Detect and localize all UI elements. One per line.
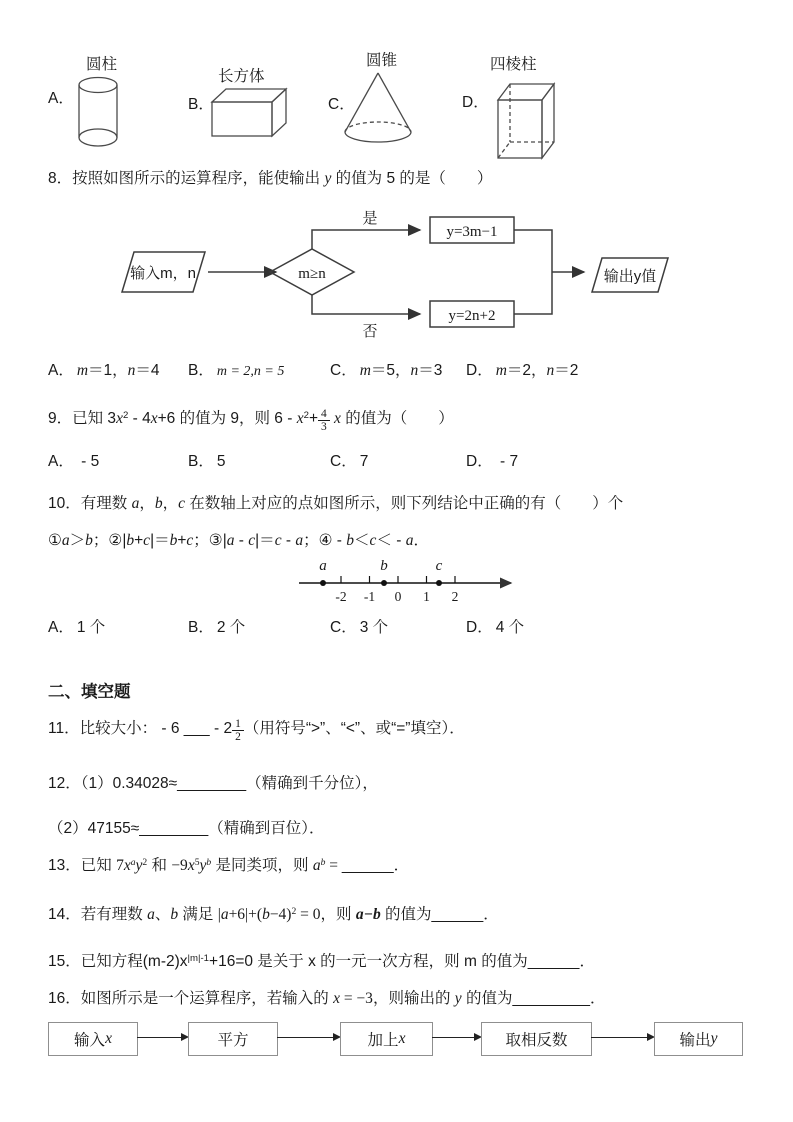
cuboid-figure: [210, 86, 290, 138]
q7-option-b-shape-label: 长方体: [218, 68, 265, 85]
q9-option-c: C． 7: [330, 453, 369, 470]
q9-option-b: B． 5: [188, 453, 226, 470]
q8-option-d: D． m＝2，n＝2: [466, 362, 579, 379]
flow-no-branch-label: 否: [362, 323, 378, 340]
q7-option-d-shape-label: 四棱柱: [490, 56, 537, 73]
cone-figure: [342, 70, 414, 148]
point-c-label: c: [435, 558, 443, 574]
point-a-dot: [320, 580, 326, 586]
question-14: 14．若有理数 a、b 满足 $|a+6|+(b-4)^2 = 0$，则 a−b 的值为______．: [48, 906, 499, 923]
question-11: 11．比较大小： - 6 ___ - 2 $\frac{1}{2}$ （用符号“>”、“<”、或“=”填空）．: [48, 717, 465, 744]
arrow-icon: [277, 1037, 339, 1038]
flow-step-opposite: 取相反数: [481, 1022, 592, 1056]
section-2-title: 二、填空题: [48, 683, 131, 701]
q8-option-a: A． m＝1，n＝4: [48, 362, 160, 379]
tick-label: -1: [363, 589, 376, 604]
question-12-part-1: 12．（1）0.34028≈________（精确到千分位），: [48, 775, 378, 792]
question-12-part-2: （2）47155≈________（精确到百位）．: [48, 820, 325, 837]
cylinder-figure: [74, 76, 122, 148]
point-b-label: b: [380, 558, 388, 574]
flow-output-label: 输出y值: [603, 268, 657, 285]
question-16: 16．如图所示是一个运算程序，若输入的 x = −3，则输出的 y 的值为_________．: [48, 990, 606, 1007]
arrow-icon: [432, 1037, 480, 1038]
tick-label: -2: [335, 589, 347, 604]
q7-option-c-shape-label: 圆锥: [366, 52, 398, 69]
question-15: 15．已知方程$(m-2)x^{|m|-1}+16=0$ 是关于 x 的一元一次方程，则 m 的值为______．: [48, 953, 595, 970]
flow-step-output-y: 输出 y: [654, 1022, 743, 1056]
q7-option-c-letter: C．: [328, 96, 355, 113]
flow-yes-formula: y=3m−1: [446, 224, 498, 240]
flow-no-formula: y=2n+2: [448, 308, 496, 324]
point-a-label: a: [319, 558, 327, 574]
q8-flowchart: [40, 205, 740, 355]
question-10-statements: ①a＞b；②|b+c|＝b+c；③|a - c|＝c - a；④ - b＜c＜ - a．: [48, 532, 429, 549]
q7-option-a-letter: A．: [48, 90, 74, 107]
prism-figure: [494, 74, 562, 162]
q8-option-c: C． m＝5，n＝3: [330, 362, 443, 379]
question-9-stem: 9．已知 $3x^2 - 4x+6$ 的值为 9，则 $6 - x^2+$ $\frac{4}{3}$ x 的值为（ ）: [48, 407, 454, 434]
arrow-icon: [137, 1037, 187, 1038]
question-8-stem: 8．按照如图所示的运算程序，能使输出 y 的值为 5 的是（ ）: [48, 170, 493, 187]
q7-option-d-letter: D．: [462, 94, 489, 111]
flow-condition-label: m≥n: [298, 266, 326, 282]
flow-step-input-x: 输入 x: [48, 1022, 138, 1056]
q9-option-d: D． - 7: [466, 453, 519, 470]
point-b-dot: [381, 580, 387, 586]
question-13: 13．已知 $7x^ay^2$ 和 $-9x^5y^b$ 是同类项，则 $a^b$ = ______．: [48, 857, 410, 874]
flow-step-square: 平方: [188, 1022, 278, 1056]
arrow-icon: [591, 1037, 653, 1038]
q7-option-a-shape-label: 圆柱: [86, 56, 118, 73]
q9-option-a: A． - 5: [48, 453, 100, 470]
q10-number-line: [295, 556, 525, 608]
q10-option-c: C． 3 个: [330, 619, 389, 636]
flow-input-label: 输入m，n: [130, 265, 196, 282]
q8-option-b: B． m = 2,n = 5: [188, 362, 285, 379]
question-10-stem: 10．有理数 a，b，c 在数轴上对应的点如图所示，则下列结论中正确的有（ ）个: [48, 495, 624, 512]
q10-option-a: A． 1 个: [48, 619, 106, 636]
q10-option-b: B． 2 个: [188, 619, 246, 636]
q10-option-d: D． 4 个: [466, 619, 525, 636]
flow-step-add-x: 加上 x: [340, 1022, 433, 1056]
point-c-dot: [436, 580, 442, 586]
tick-label: 2: [451, 589, 459, 604]
flow-yes-branch-label: 是: [362, 210, 378, 227]
q7-option-b-letter: B．: [188, 96, 214, 113]
tick-label: 1: [423, 589, 430, 604]
tick-label: 0: [394, 589, 402, 604]
